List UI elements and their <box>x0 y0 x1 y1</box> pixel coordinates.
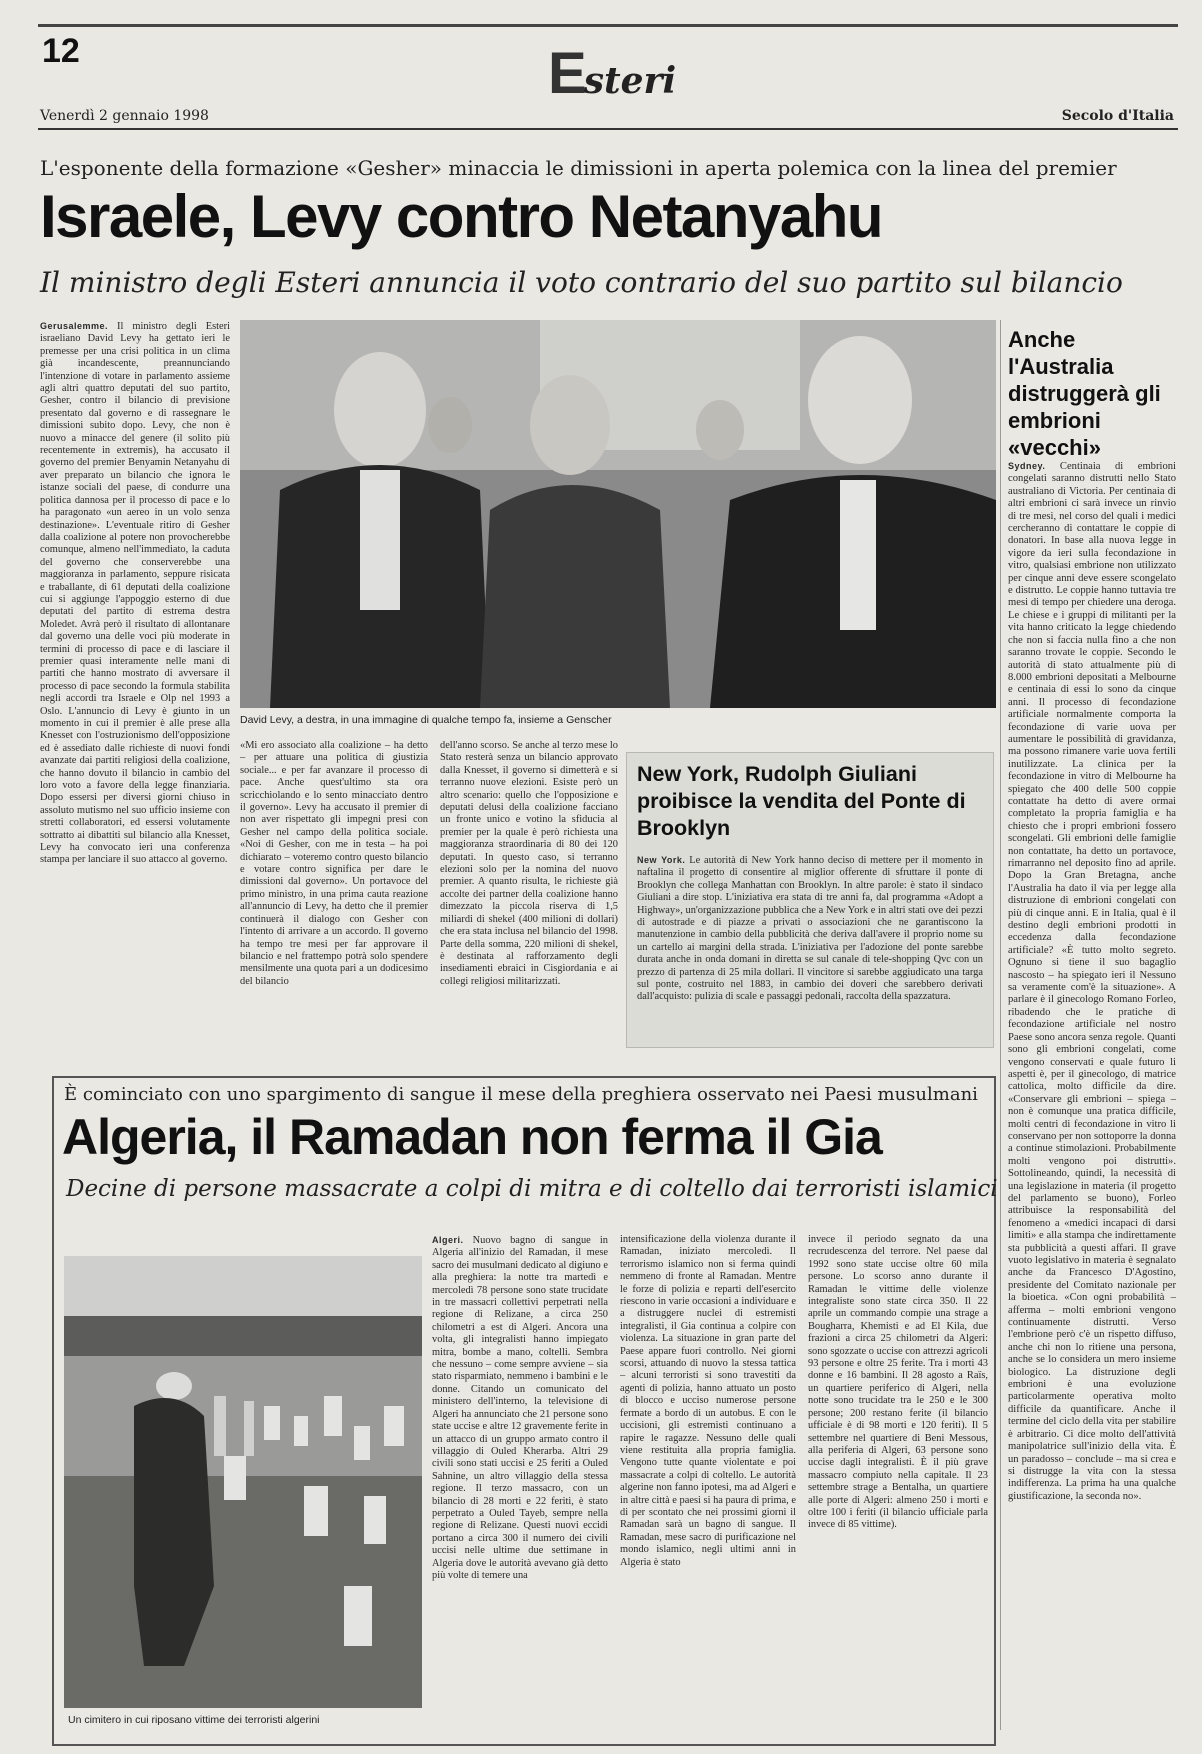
lead-dateline: Gerusalemme. <box>40 321 109 331</box>
lead-photo <box>240 320 996 708</box>
issue-date: Venerdì 2 gennaio 1998 <box>40 108 209 124</box>
algeria-col3-text: invece il periodo segnato da una recrudescenza del terrore. Nel paese dal 1992 sono state uccise oltre 60 mila persone. Lo scorso anno durante il Ramadan le vittime delle violenze integraliste sono state circa 350. Il 22 aprile un commando compie una strage a Bougharra, Khemisti e ad El Kila, due frazioni a circa 25 chilometri da Algeri: sono sgozzate o uccise con attrezzi agricoli 93 persone e oltre 25 ferite. Tra i morti 43 donne e 16 bambini. Il 28 agosto a Raïs, un quartiere periferico di Algeri, nella notte sono trucidate tra le 250 e le 300 persone; 200 restano ferite (il bilancio ufficiale è di 98 morti e 120 feriti). Il 5 settembre nel quartiere di Beni Messous, alla periferia di Algeri, 63 persone sono uccise dagli integralisti. È il più grave massacro compiuto nella capitale. Il 23 settembre strage a Bentalha, un quartiere alle porte di Algeri: almeno 250 i morti e oltre 100 i feriti (il bilancio ufficiale parla invece di 85 vittime). <box>808 1234 988 1531</box>
new-york-text: Le autorità di New York hanno deciso di mettere per il momento in naftalina il progetto di consentire al miglior offerente di sfruttare il ponte di Brooklyn che collega Manhattan con Brooklyn. In altre parole: è stato il sindaco Giuliani a dire stop. L'iniziativa era stata di tre anni fa, dal programma «Adopt a Highway», un'organizzazione pubblica che a New York e in altri stati ove dei pezzi di autostrade e di piazze a privati o associazioni che ne garantiscono la manutenzione in cambio della pubblicità che deriva dall'avere il proprio nome su un cartello ai margini della strada. L'iniziativa per l'adozione del ponte sarebbe durata anche in onda domani in diretta se sul canale di tele-shopping Qvc con un prezzo di partenza di 25 mila dollari. Il vincitore si sarebbe aggiudicato una targa sul ponte, costruito nel 1883, in cambio dei doveri che sarebbero derivati dall'acquisto: pulizia di scale e passaggi pedonali, raccolta della spazzatura. <box>637 855 983 1003</box>
new-york-box <box>626 752 994 1048</box>
lead-headline: Israele, Levy contro Netanyahu <box>40 183 882 250</box>
algeria-column-1 <box>432 1234 608 1734</box>
new-york-headline: New York, Rudolph Giuliani proibisce la vendita del Ponte di Brooklyn <box>637 762 966 840</box>
sidebar-text: Centinaia di embrioni congelati saranno distrutti nello Stato australiano di Victoria. Per centinaia di altri embrioni ci sarà invece un rinvio di tre mesi, nel corso del quali i medici cercheranno di contattare le coppie di donatori. In base alla nuova legge in vigore da ieri sulla fecondazione in vitro, qualsiasi embrione non utilizzato per cinque anni deve essere scongelato e distrutto. Le coppie hanno tuttavia tre mesi di tempo per chiedere una deroga. Le chiese e i gruppi di militanti per la vita hanno criticato la legge chiedendo che non si faccia nulla fino a che non saranno trovate le coppie. Secondo le autorità di stato attualmente più di 8.000 embrioni depositati a Melbourne e centinaia di essi lo sono da cinque anni. Il processo di fecondazione artificiale normalmente comporta la fecondazione di varie uova per aumentare le possibilità di gravidanza, ma possono rimanere varie uova fertili inutilizzate. La clinica per la fecondazione in vitro di Melbourne ha spiegato che 400 delle 500 coppie contattate ha detto di avere ormai completato la propria famiglia e ha chiesto che i propri embrioni fossero scongelati. Gli embrioni delle famiglie non contattate, ha detto un portavoce, rimarranno nel deposito fino ad aprile. Dopo la Gran Bretagna, anche l'Australia ha dato il via per legge alla distruzione di embrioni congelati con più di cinque anni. E in Italia, qual è il destino degli embrioni prodotti in eccedenza dalla fecondazione artificiale? «È tutto molto segreto. Ognuno si tiene il suo bagaglio nascosto – ha spiegato ieri il Nessuno sa veramente com'è la situazione». A parlare è il ginecologo Romano Forleo, ribadendo che le pratiche di fecondazione artificiale nel nostro Paese sono ancora senza regole. Quanti sono gli embrioni congelati, come vengono conservati e quale futuro li aspetti è, per il ginecologo, di matrice cattolica, molto difficile da dire. «Conservare gli embrioni – spiega – non è comunque una pratica difficile, molti centri di fecondazione in vitro li conservano per non sottoporre la donna a continue stimolazioni. Probabilmente molti vengono poi distrutti». Sottolineando, quindi, la necessità di una legislazione in materia (il progetto del parlamento se buono), Forleo attribuisce la responsabilità del fenomeno a «medici incapaci di darsi limiti» e alla stampa che indirettamente sta pubblicità a questi affari. Il grave vuoto legislativo in materia è segnalato anche da Francesco D'Agostino, presidente del Comitato nazionale per la bioetica. «Con ogni probabilità – afferma – molti embrioni vengono continuamente distrutti. Verso l'embrione però c'è un rispetto diffuso, anche chi non lo ritiene una persona, anche se lo considera un mero insieme biologico. La distruzione degli embrioni è una evoluzione particolarmente operativa molto difficile da quantificare. Anche il termine del ciclo della vita per stabilire è arbitrario. Ci dice molto dell'attività manipolatrice sull'inizio della vita. È un paradosso – conclude – ma si crea e si distrugge la vita con la stessa indifferenza. La prima ha una qualche giustificazione, la seconda no». <box>1008 461 1176 1502</box>
lead-photo-figures <box>240 320 996 708</box>
algeria-photo-cemetery <box>64 1256 422 1708</box>
algeria-column-2 <box>620 1234 796 1734</box>
lead-column-2 <box>240 740 428 1040</box>
algeria-headline: Algeria, il Ramadan non ferma il Gia <box>62 1109 882 1165</box>
algeria-col1-text: Nuovo bagno di sangue in Algeria all'inizio del Ramadan, il mese sacro dei musulmani dedicato al digiuno e alla preghiera: la notte tra martedì e mercoledì 78 persone sono state trucidate in tre massacri collettivi perpetrati nella regione di Relizane, a circa 250 chilometri a est di Algeri. Ancora una volta, gli integralisti hanno impiegato mitra, bombe a mano, coltelli. Sembra che nessuno – come sempre avviene – sia stato risparmiato, nemmeno i bambini e le donne. Citando un comunicato del ministero dell'interno, la televisione di Algeri ha annunciato che 21 persone sono state uccise e altre 12 gravemente ferite in un attacco di un gruppo armato contro il villaggio di Ouled Kherarba. Altri 29 civili sono stati uccisi e 25 feriti a Ouled Sahnine, un altro villaggio della stessa regione. Il terzo massacro, con un bilancio di 28 morti e 22 feriti, è stato perpetrato a Ouled Tayeb, sempre nella regione di Relizane. Questi nuovi eccidi portano a circa 300 il numero dei civili uccisi nelle ultime due settimane in Algeria dove le autorità avevano già detto più volte di temere una <box>432 1235 608 1581</box>
section-title-rest: steri <box>583 60 677 102</box>
lead-col3-text: dell'anno scorso. Se anche al terzo mese lo Stato resterà senza un bilancio approvato dalla Knesset, il governo si dimetterà e si terranno nuove elezioni. Esiste però un altro scenario: quello che l'opposizione e deputati delusi della coalizione facciano un fronte unico e votino la sfiducia al premier per la quale è però richiesta una maggioranza straordinaria di 80 dei 120 deputati. In questo caso, si terranno elezioni solo per la nomina del nuovo premier. A quanto risulta, le richieste già accolte dei partner della coalizione hanno dimezzato la piccola riserva di 1,5 miliardi di shekel (400 milioni di dollari) che era stata inclusa nel bilancio del 1998. Parte della somma, 220 milioni di shekel, è destinata al rafforzamento degli insediamenti ebraici in Cisgiordania e ai collegi religiosi militarizzati. <box>440 740 618 987</box>
section-title-initial: E <box>548 41 584 106</box>
algeria-photo-caption: Un cimitero in cui riposano vittime dei terroristi algerini <box>68 1714 320 1726</box>
section-title <box>548 40 677 106</box>
algeria-dateline: Algeri. <box>432 1235 464 1245</box>
lead-kicker: L'esponente della formazione «Gesher» minaccia le dimissioni in aperta polemica con la linea del premier <box>40 156 1117 180</box>
sidebar-divider <box>1000 320 1001 1730</box>
lead-photo-caption: David Levy, a destra, in una immagine di qualche tempo fa, insieme a Genscher <box>240 714 612 726</box>
lead-col2-text: «Mi ero associato alla coalizione – ha detto – per attuare una politica di giustizia sociale... e per far avanzare il processo di pace. Anche quest'ultimo sta ora scricchiolando e lo sento minacciato dentro il governo». Levy ha accusato il premier di non aver rispettato gli impegni presi con Gesher nel campo della politica sociale. «Noi di Gesher, con me in testa – ha poi dichiarato – voteremo contro questo bilancio e votare contro significa per dare le dimissioni dal governo». Un portavoce del primo ministro, in una prima cauta reazione all'annuncio di Levy, ha detto che il premier continuerà il dialogo con Gesher con l'intento di arrivare a un accordo. Il governo ha tempo tre mesi per far approvare il bilancio e nel frattempo potrà solo spendere mensilmente una quota pari a un dodicesimo del bilancio <box>240 740 428 987</box>
algeria-subheadline: Decine di persone massacrate a colpi di mitra e di coltello dai terroristi islamici <box>66 1176 998 1202</box>
lead-column-1 <box>40 320 230 1040</box>
algeria-kicker: È cominciato con uno spargimento di sangue il mese della preghiera osservato nei Paesi musulmani <box>64 1084 978 1105</box>
algeria-col2-text: intensificazione della violenza durante il Ramadan, iniziato mercoledì. Il terrorismo islamico non si ferma quindi nemmeno di fronte al Ramadan. Mentre le forze di polizia e reparti dell'esercito riescono in varie occasioni a individuare e a distruggere nuclei di estremisti integralisti, il Gia continua a colpire con violenza. La situazione in gran parte del Paese appare fuori controllo. Nei giorni scorsi, attuando di nuovo la stessa tattica – alcuni terroristi si sono travestiti da agenti di polizia, hanno attuato un posto di blocco e ucciso numerose persone fermate a bordo di un autobus. E con le uccisioni, gli estremisti continuano a rapire le ragazze. Nessuno delle quali viene restituita alla propria famiglia. Vengono tutte quante violentate e poi massacrate a colpi di coltello. Le autorità algerine non fanno ipotesi, ma ad Algeri e in altre città e paesi si ha paura di prima, e di per scontato che nei prossimi giorni il Ramadan sarà un bagno di sangue. Il Ramadan, mese sacro di purificazione nel mondo islamico, negli ultimi anni in Algeria è stato <box>620 1234 796 1568</box>
sidebar-headline: Anche l'Australia distruggerà gli embrioni «vecchi» <box>1008 327 1161 460</box>
new-york-dateline: New York. <box>637 855 686 865</box>
sidebar-dateline: Sydney. <box>1008 461 1046 471</box>
masthead-top-rule <box>38 24 1178 27</box>
newspaper-name: Secolo d'Italia <box>1061 108 1174 124</box>
lead-col1-text: Il ministro degli Esteri israeliano David Levy ha gettato ieri le premesse per una crisi politica in un clima già incandescente, preannunciando l'intenzione di votare in parlamento assieme agli altri quattro deputati del suo partito, Gesher, contro il bilancio di previsione presentato dal governo e di rassegnare le dimissioni subito dopo. Levy, che non è nuovo a minacce del genere (il solito più recentemente in extremis), ha accusato il governo del premier Benyamin Netanyahu di aver preparato un bilancio che ignora le istanze sociali del paese, di condurre una politica dannosa per il processo di pace e lo ha paragonato «un aereo in un volo senza destinazione». L'eventuale ritiro di Gesher dalla coalizione al potere non provocherebbe comunque, almeno nell'immediato, la caduta del governo che conserverebbe una maggioranza in parlamento, seppure risicata e traballante, di 61 deputati della coalizione cui si aggiunge l'appoggio esterno di due deputati del partito di estrema destra Moledet. Avrà però il risultato di allontanare dal governo una delle voci più moderate in termini di processo di pace e di lasciare il premier quasi interamente nelle mani di partiti che hanno mostrato di avversare il processo di pace secondo la formula stabilita negli accordi tra Israele e Olp nel 1993 a Oslo. L'annuncio di Levy è giunto in un momento in cui il premier è alle prese alla Knesset con l'ostruzionismo dell'opposizione ed è assediato dalle richieste di nuovi fondi avanzate dai partiti religiosi della coalizione, che hanno dovuto il bilancio in cambio del loro voto a favore della legge finanziaria. Dopo essersi per diversi giorni chiuso in assoluto mutismo nel suo ufficio insieme con stretti collaboratori, ed essersi volutamente sottratto ai dibattiti sul bilancio alla Knesset, Levy ha convocato ieri una conferenza stampa per lanciare il suo attacco al governo. <box>40 321 230 866</box>
sidebar-body <box>1008 460 1176 1732</box>
algeria-column-3 <box>808 1234 988 1734</box>
masthead-bottom-rule <box>38 128 1178 130</box>
algeria-photo <box>64 1256 422 1708</box>
page-number: 12 <box>42 32 80 70</box>
lead-subheadline: Il ministro degli Esteri annuncia il voto contrario del suo partito sul bilancio <box>40 266 1123 299</box>
lead-column-3 <box>440 740 618 1040</box>
new-york-body <box>637 854 983 1024</box>
